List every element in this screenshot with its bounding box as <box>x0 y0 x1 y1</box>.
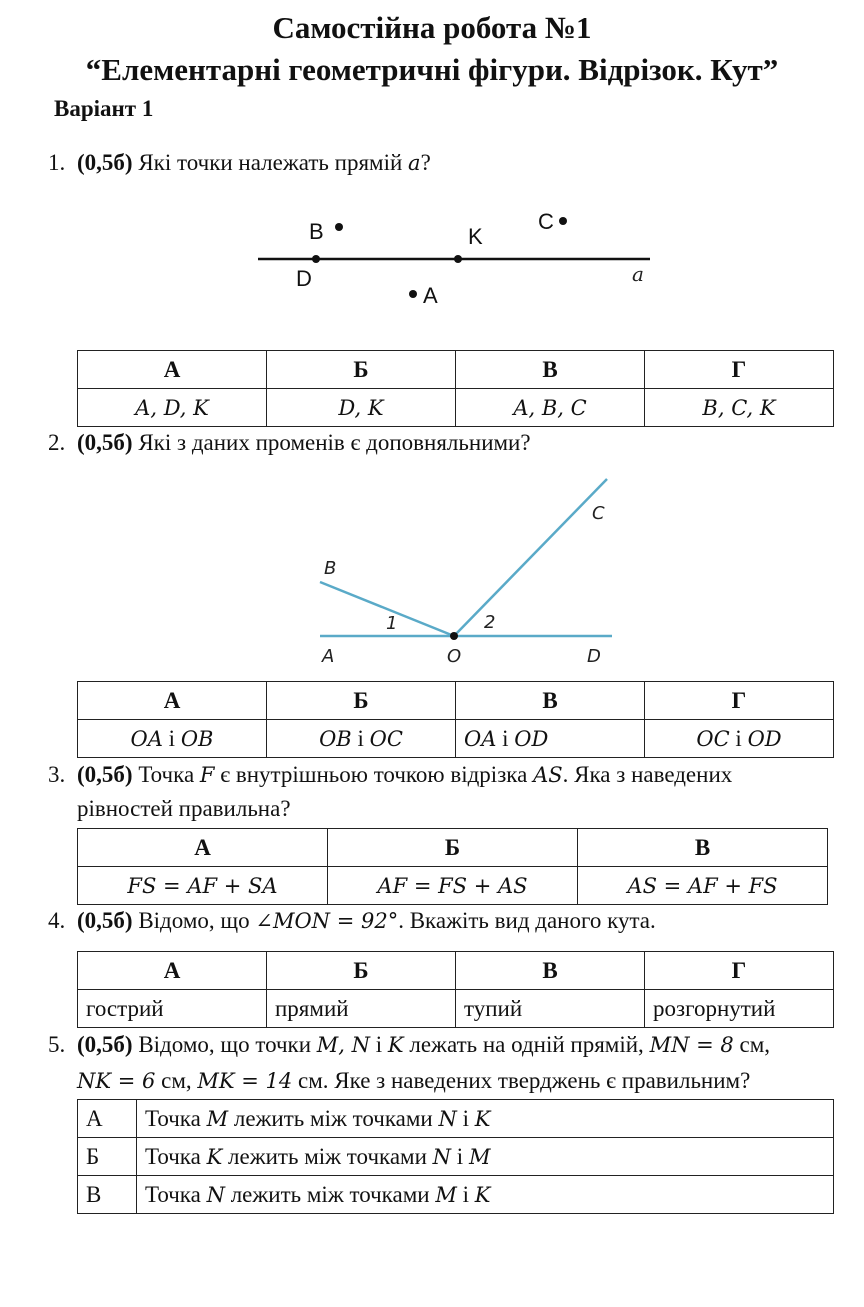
question-text: см, <box>155 1068 198 1093</box>
option-statement <box>137 1176 834 1214</box>
point-k-label: K <box>468 224 483 249</box>
answer-option-v[interactable]: A, B, C <box>456 389 645 427</box>
question-5 <box>48 1032 770 1058</box>
statement-text: Точка <box>145 1143 207 1169</box>
q1-answer-table <box>77 350 834 427</box>
option-letter: В <box>78 1176 137 1214</box>
option-header-g: Г <box>645 952 834 990</box>
option-letter: А <box>78 1100 137 1138</box>
question-1 <box>48 150 431 176</box>
conjunction: і <box>451 1143 469 1169</box>
answer-option-v[interactable]: AS = AF + FS <box>578 867 828 905</box>
answer-option-b[interactable]: D, K <box>267 389 456 427</box>
conjunction: і <box>729 725 748 751</box>
figure-rays <box>0 465 864 685</box>
point-b-dot <box>335 223 343 231</box>
angle-expression: ∠MON = 92° <box>255 909 399 933</box>
point-c-dot <box>559 217 567 225</box>
statement-text: Точка <box>145 1181 207 1207</box>
point-variable: K <box>206 1144 223 1169</box>
option-header-v: В <box>456 682 645 720</box>
segment-expression: MN = 8 <box>649 1033 734 1057</box>
conjunction: і <box>456 1181 475 1207</box>
ray-d-label: D <box>587 646 601 667</box>
variant-label: Варіант 1 <box>54 96 154 121</box>
point-d-label: D <box>296 266 312 291</box>
question-text: і <box>370 1032 388 1057</box>
option-statement <box>137 1138 834 1176</box>
ray-b-label: B <box>324 558 337 579</box>
point-b-label: B <box>309 219 324 244</box>
statement-text: Точка <box>145 1105 207 1131</box>
question-text: Відомо, що <box>132 908 256 933</box>
angle-1-label: 1 <box>386 613 398 634</box>
option-header-a: А <box>78 682 267 720</box>
point-k-dot <box>454 255 462 263</box>
point-variable: M <box>206 1106 229 1131</box>
question-points: (0,5б) <box>77 430 133 455</box>
question-number: 2. <box>48 430 66 455</box>
ray-name: OC <box>369 726 403 751</box>
question-5-line-2 <box>77 1068 750 1094</box>
ray-name: OD <box>747 726 782 751</box>
question-points: (0,5б) <box>77 908 133 933</box>
option-header-b: Б <box>267 682 456 720</box>
ray-name: OD <box>514 726 549 751</box>
option-header-a: А <box>78 829 328 867</box>
answer-option-v[interactable]: тупий <box>456 990 645 1028</box>
question-points: (0,5б) <box>77 1032 133 1057</box>
question-text: . Вкажіть вид даного кута. <box>398 908 656 933</box>
question-text: Точка <box>132 762 200 787</box>
statement-text: лежить між точками <box>224 1181 436 1207</box>
figure-line-a <box>0 190 864 330</box>
segment-variable: AS <box>533 763 563 787</box>
option-header-b: Б <box>328 829 578 867</box>
ray-name: OA <box>130 726 163 751</box>
question-number: 5. <box>48 1032 66 1057</box>
answer-option-v[interactable] <box>456 720 645 758</box>
angle-2-label: 2 <box>484 612 496 633</box>
question-3 <box>48 762 732 788</box>
segment-expression: MK = 14 <box>197 1069 293 1093</box>
question-number: 4. <box>48 908 66 933</box>
q2-answer-table <box>77 681 834 758</box>
option-header-g: Г <box>645 682 834 720</box>
question-number: 3. <box>48 762 66 787</box>
answer-option-a[interactable]: гострий <box>78 990 267 1028</box>
point-variable: F <box>199 763 215 787</box>
question-text: є внутрішньою точкою відрізка <box>214 762 534 787</box>
conjunction: і <box>162 725 181 751</box>
statement-text: лежить між точками <box>228 1105 439 1131</box>
conjunction: і <box>456 1105 475 1131</box>
statement-text: лежить між точками <box>222 1143 433 1169</box>
ray-name: OB <box>319 726 352 751</box>
question-text: лежать на одній прямій, <box>403 1032 650 1057</box>
option-header-a: А <box>78 351 267 389</box>
point-variable: N <box>432 1144 452 1169</box>
question-end: ? <box>420 150 431 175</box>
answer-option-b[interactable] <box>267 720 456 758</box>
option-header-b: Б <box>267 952 456 990</box>
question-text: Які точки належать прямій <box>132 150 409 175</box>
answer-option-a[interactable]: FS = AF + SA <box>78 867 328 905</box>
ray-name: OB <box>180 726 214 751</box>
conjunction: і <box>351 725 370 751</box>
q5-answer-table <box>77 1099 834 1214</box>
answer-option-v[interactable] <box>78 1176 834 1214</box>
answer-option-a[interactable]: A, D, K <box>78 389 267 427</box>
q4-answer-table <box>77 951 834 1028</box>
answer-option-a[interactable] <box>78 1100 834 1138</box>
point-variable: M, N <box>316 1033 371 1057</box>
option-header-v: В <box>456 952 645 990</box>
question-text: Які з даних променів є доповняльними? <box>132 430 531 455</box>
question-text: . Яка з наведених <box>562 762 733 787</box>
point-variable: K <box>474 1106 491 1131</box>
point-d-dot <box>312 255 320 263</box>
question-points: (0,5б) <box>77 150 133 175</box>
option-header-b: Б <box>267 351 456 389</box>
option-letter: Б <box>78 1138 137 1176</box>
option-header-v: В <box>578 829 828 867</box>
question-3-line-2: рівностей правильна? <box>77 796 291 821</box>
question-4 <box>48 908 656 934</box>
question-number: 1. <box>48 150 66 175</box>
answer-option-a[interactable] <box>78 720 267 758</box>
option-statement <box>137 1100 834 1138</box>
worksheet-title: Самостійна робота №1 <box>272 10 592 45</box>
option-header-a: А <box>78 952 267 990</box>
point-c-label: C <box>538 209 554 234</box>
question-text: см, <box>733 1032 771 1057</box>
question-points: (0,5б) <box>77 762 133 787</box>
point-a-dot <box>409 290 417 298</box>
worksheet-subtitle: “Елементарні геометричні фігури. Відрізок. Кут” <box>85 52 779 87</box>
segment-expression: NK = 6 <box>77 1069 156 1093</box>
point-variable: M <box>435 1182 457 1207</box>
question-2 <box>48 430 531 456</box>
point-variable: N <box>206 1182 225 1207</box>
answer-option-b[interactable] <box>78 1138 834 1176</box>
line-a-label: a <box>632 262 644 286</box>
ray-name: OA <box>464 726 497 751</box>
ray-name: OC <box>696 726 730 751</box>
answer-option-b[interactable]: прямий <box>267 990 456 1028</box>
question-text: Відомо, що точки <box>132 1032 317 1057</box>
ray-a-label: A <box>322 646 335 667</box>
line-variable: a <box>408 151 421 175</box>
option-header-g: Г <box>645 351 834 389</box>
point-variable: N <box>438 1106 457 1131</box>
answer-option-b[interactable]: AF = FS + AS <box>328 867 578 905</box>
conjunction: і <box>496 725 515 751</box>
ray-c-label: C <box>592 503 605 524</box>
point-a-label: A <box>423 283 438 308</box>
q3-answer-table <box>77 828 828 905</box>
point-variable: M <box>468 1144 491 1169</box>
answer-option-g[interactable]: розгорнутий <box>645 990 834 1028</box>
point-variable: K <box>387 1033 404 1057</box>
option-header-v: В <box>456 351 645 389</box>
point-o-label: O <box>447 646 462 667</box>
answer-option-g[interactable] <box>645 720 834 758</box>
point-o-dot <box>450 632 458 640</box>
question-text: см. Яке з наведених тверджень є правильним? <box>292 1068 751 1093</box>
answer-option-g[interactable]: B, C, K <box>645 389 834 427</box>
point-variable: K <box>474 1182 491 1207</box>
